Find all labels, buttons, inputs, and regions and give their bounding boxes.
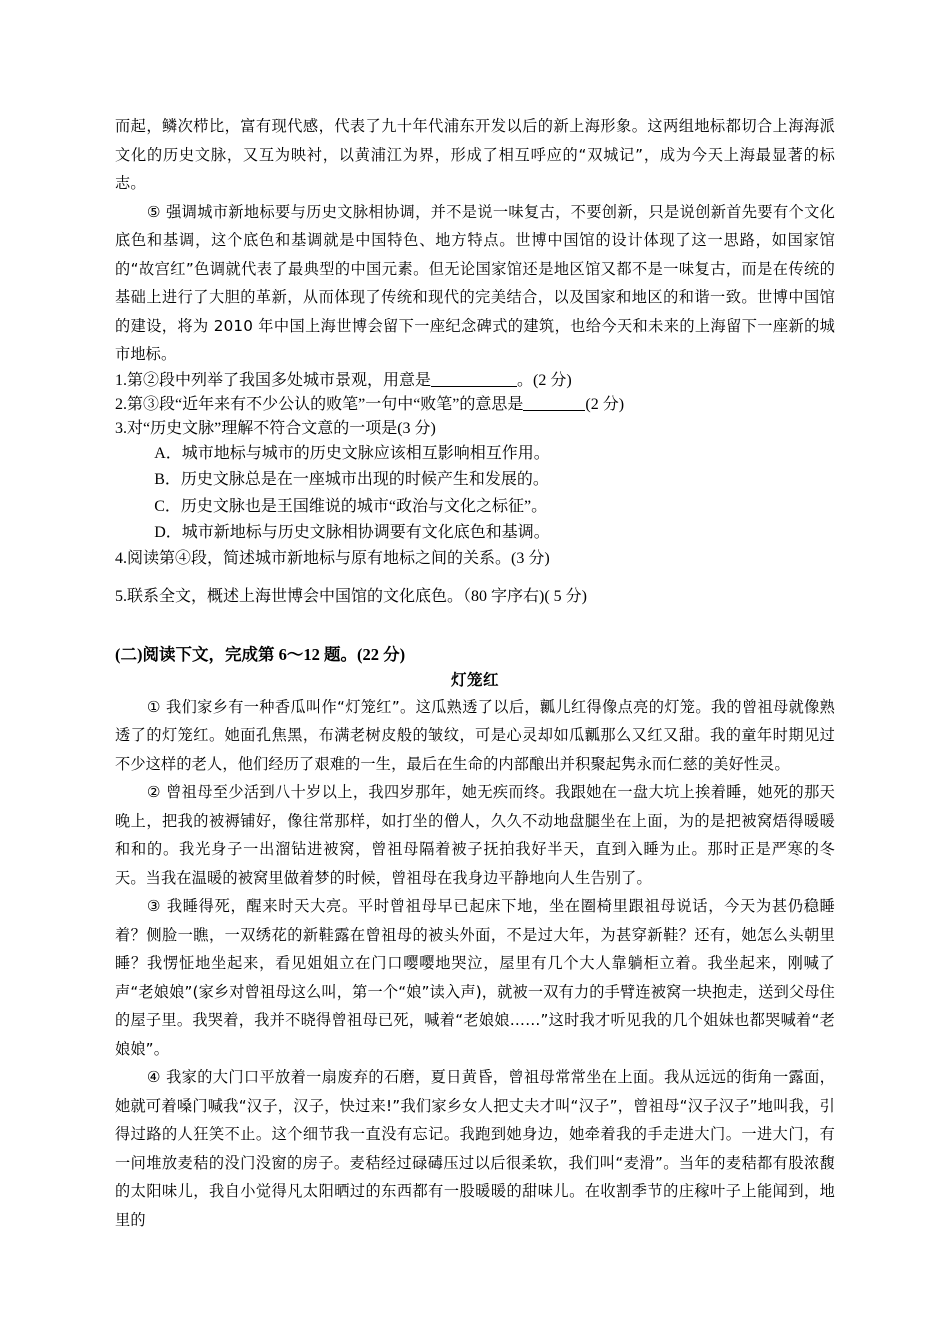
question-3-option-a[interactable]: A．城市地标与城市的历史文脉应该相互影响相互作用。	[154, 444, 550, 462]
passage-two-section-header: (二)阅读下文，完成第 6～12 题。(22 分)	[115, 644, 406, 664]
question-1-suffix: 。(2 分)	[517, 371, 572, 389]
passage-one-continuation-paragraph: 而起，鳞次栉比，富有现代感，代表了九十年代浦东开发以后的新上海形象。这两组地标都切合上海海派文化的历史文脉，又互为映衬，以黄浦江为界，形成了相互呼应的“双城记”，成为今天上海最显著的标志。	[115, 117, 835, 192]
passage-two-paragraph-3: ③ 我睡得死，醒来时天大亮。平时曾祖母早已起床下地，坐在圈椅里跟祖母说话，今天为甚仍稳睡着？侧脸一瞧，一双绣花的新鞋露在曾祖母的被头外面，不是过大年，为甚穿新鞋？还有，她怎么头朝里睡？我愣怔地坐起来，看见姐姐立在门口嘤嘤地哭泣，屋里有几个大人靠躺柜立着。我坐起来，刚喊了声“老娘娘”(家乡对曾祖母这么叫，第一个“娘”读入声)，就被一双有力的手臂连被窝一块抱走，送到父母住的屋子里。我哭着，我并不晓得曾祖母已死，喊着“老娘娘……”这时我才听见我的几个姐妹也都哭喊着“老娘娘”。	[115, 897, 835, 1058]
question-2-suffix: (2 分)	[585, 395, 625, 413]
question-3-stem: 3.对“历史文脉”理解不符合文意的一项是(3 分)	[115, 419, 436, 437]
question-5-stem: 5.联系全文，概述上海世博会中国馆的文化底色。（80 字序右)( 5 分)	[115, 587, 587, 605]
passage-two-paragraph-4: ④ 我家的大门口平放着一扇废弃的石磨，夏日黄昏，曾祖母常常坐在上面。我从远远的街角一露面，她就可着嗓门喊我“汉子，汉子，快过来!”我们家乡女人把丈夫才叫“汉子”，曾祖母“汉子汉子”地叫我，引得过路的人狂笑不止。这个细节我一直没有忘记。我跑到她身边，她牵着我的手走进大门。一进大门，有一问堆放麦秸的没门没窗的房子。麦秸经过碌碡压过以后很柔软，我们叫“麦滑”。当年的麦秸都有股浓馥的太阳味儿，我自小觉得凡太阳晒过的东西都有一股暖暖的甜味儿。在收割季节的庄稼叶子上能闻到，地里的	[115, 1068, 835, 1229]
question-2-prefix: 2.第③段“近年来有不少公认的败笔”一句中“败笔”的意思是	[115, 395, 524, 413]
question-1-answer-blank[interactable]	[431, 386, 517, 387]
question-4-stem: 4.阅读第④段，简述城市新地标与原有地标之间的关系。(3 分)	[115, 549, 550, 567]
passage-two-paragraph-2: ② 曾祖母至少活到八十岁以上，我四岁那年，她无疾而终。我跟她在一盘大坑上挨着睡，她死的那天晚上，把我的被褥铺好，像往常那样，如打坐的僧人，久久不动地盘腿坐在上面，为的是把被窝焐得暖暖和和的。我光身子一出溜钻进被窝，曾祖母隔着被子抚拍我好半天，直到入睡为止。那时正是严寒的冬天。当我在温暖的被窝里做着梦的时候，曾祖母在我身边平静地向人生告别了。	[115, 783, 835, 887]
question-2	[115, 393, 835, 417]
passage-two-title: 灯笼红	[450, 670, 499, 689]
question-3-option-d[interactable]: D．城市新地标与历史文脉相协调要有文化底色和基调。	[154, 524, 550, 541]
question-3-option-b[interactable]: B．历史文脉总是在一座城市出现的时候产生和发展的。	[154, 471, 549, 488]
answer-space-q5	[115, 609, 835, 643]
question-1-prefix: 1.第②段中列举了我国多处城市景观，用意是	[115, 371, 432, 389]
passage-one-paragraph-5: ⑤ 强调城市新地标要与历史文脉相协调，并不是说一味复古，不要创新，只是说创新首先要有个文化底色和基调，这个底色和基调就是中国特色、地方特点。世博中国馆的设计体现了这一思路，如国家馆的“故宫红”色调就代表了最典型的中国元素。但无论国家馆还是地区馆又都不是一味复古，而是在传统的基础上进行了大胆的革新，从而体现了传统和现代的完美结合，以及国家和地区的和谐一致。世博中国馆的建设，将为 2010 年中国上海世博会留下一座纪念碑式的建筑，也给今天和未来的上海留下一座新的城市地标。	[115, 202, 835, 363]
answer-space-q4	[115, 571, 835, 585]
question-2-answer-blank[interactable]	[523, 410, 585, 411]
passage-two-paragraph-1: ① 我们家乡有一种香瓜叫作“灯笼红”。这瓜熟透了以后，瓤儿红得像点亮的灯笼。我的曾祖母就像熟透了的灯笼红。她面孔焦黑，布满老树皮般的皱纹，可是心灵却如瓜瓤那么又红又甜。我的童年时期见过不少这样的老人，他们经历了艰难的一生，最后在生命的内部酿出并积聚起隽永而仁慈的美好性灵。	[115, 697, 835, 773]
question-1	[115, 369, 835, 393]
question-3-option-c[interactable]: C．历史文脉也是王国维说的城市“政治与文化之标征”。	[154, 497, 548, 515]
